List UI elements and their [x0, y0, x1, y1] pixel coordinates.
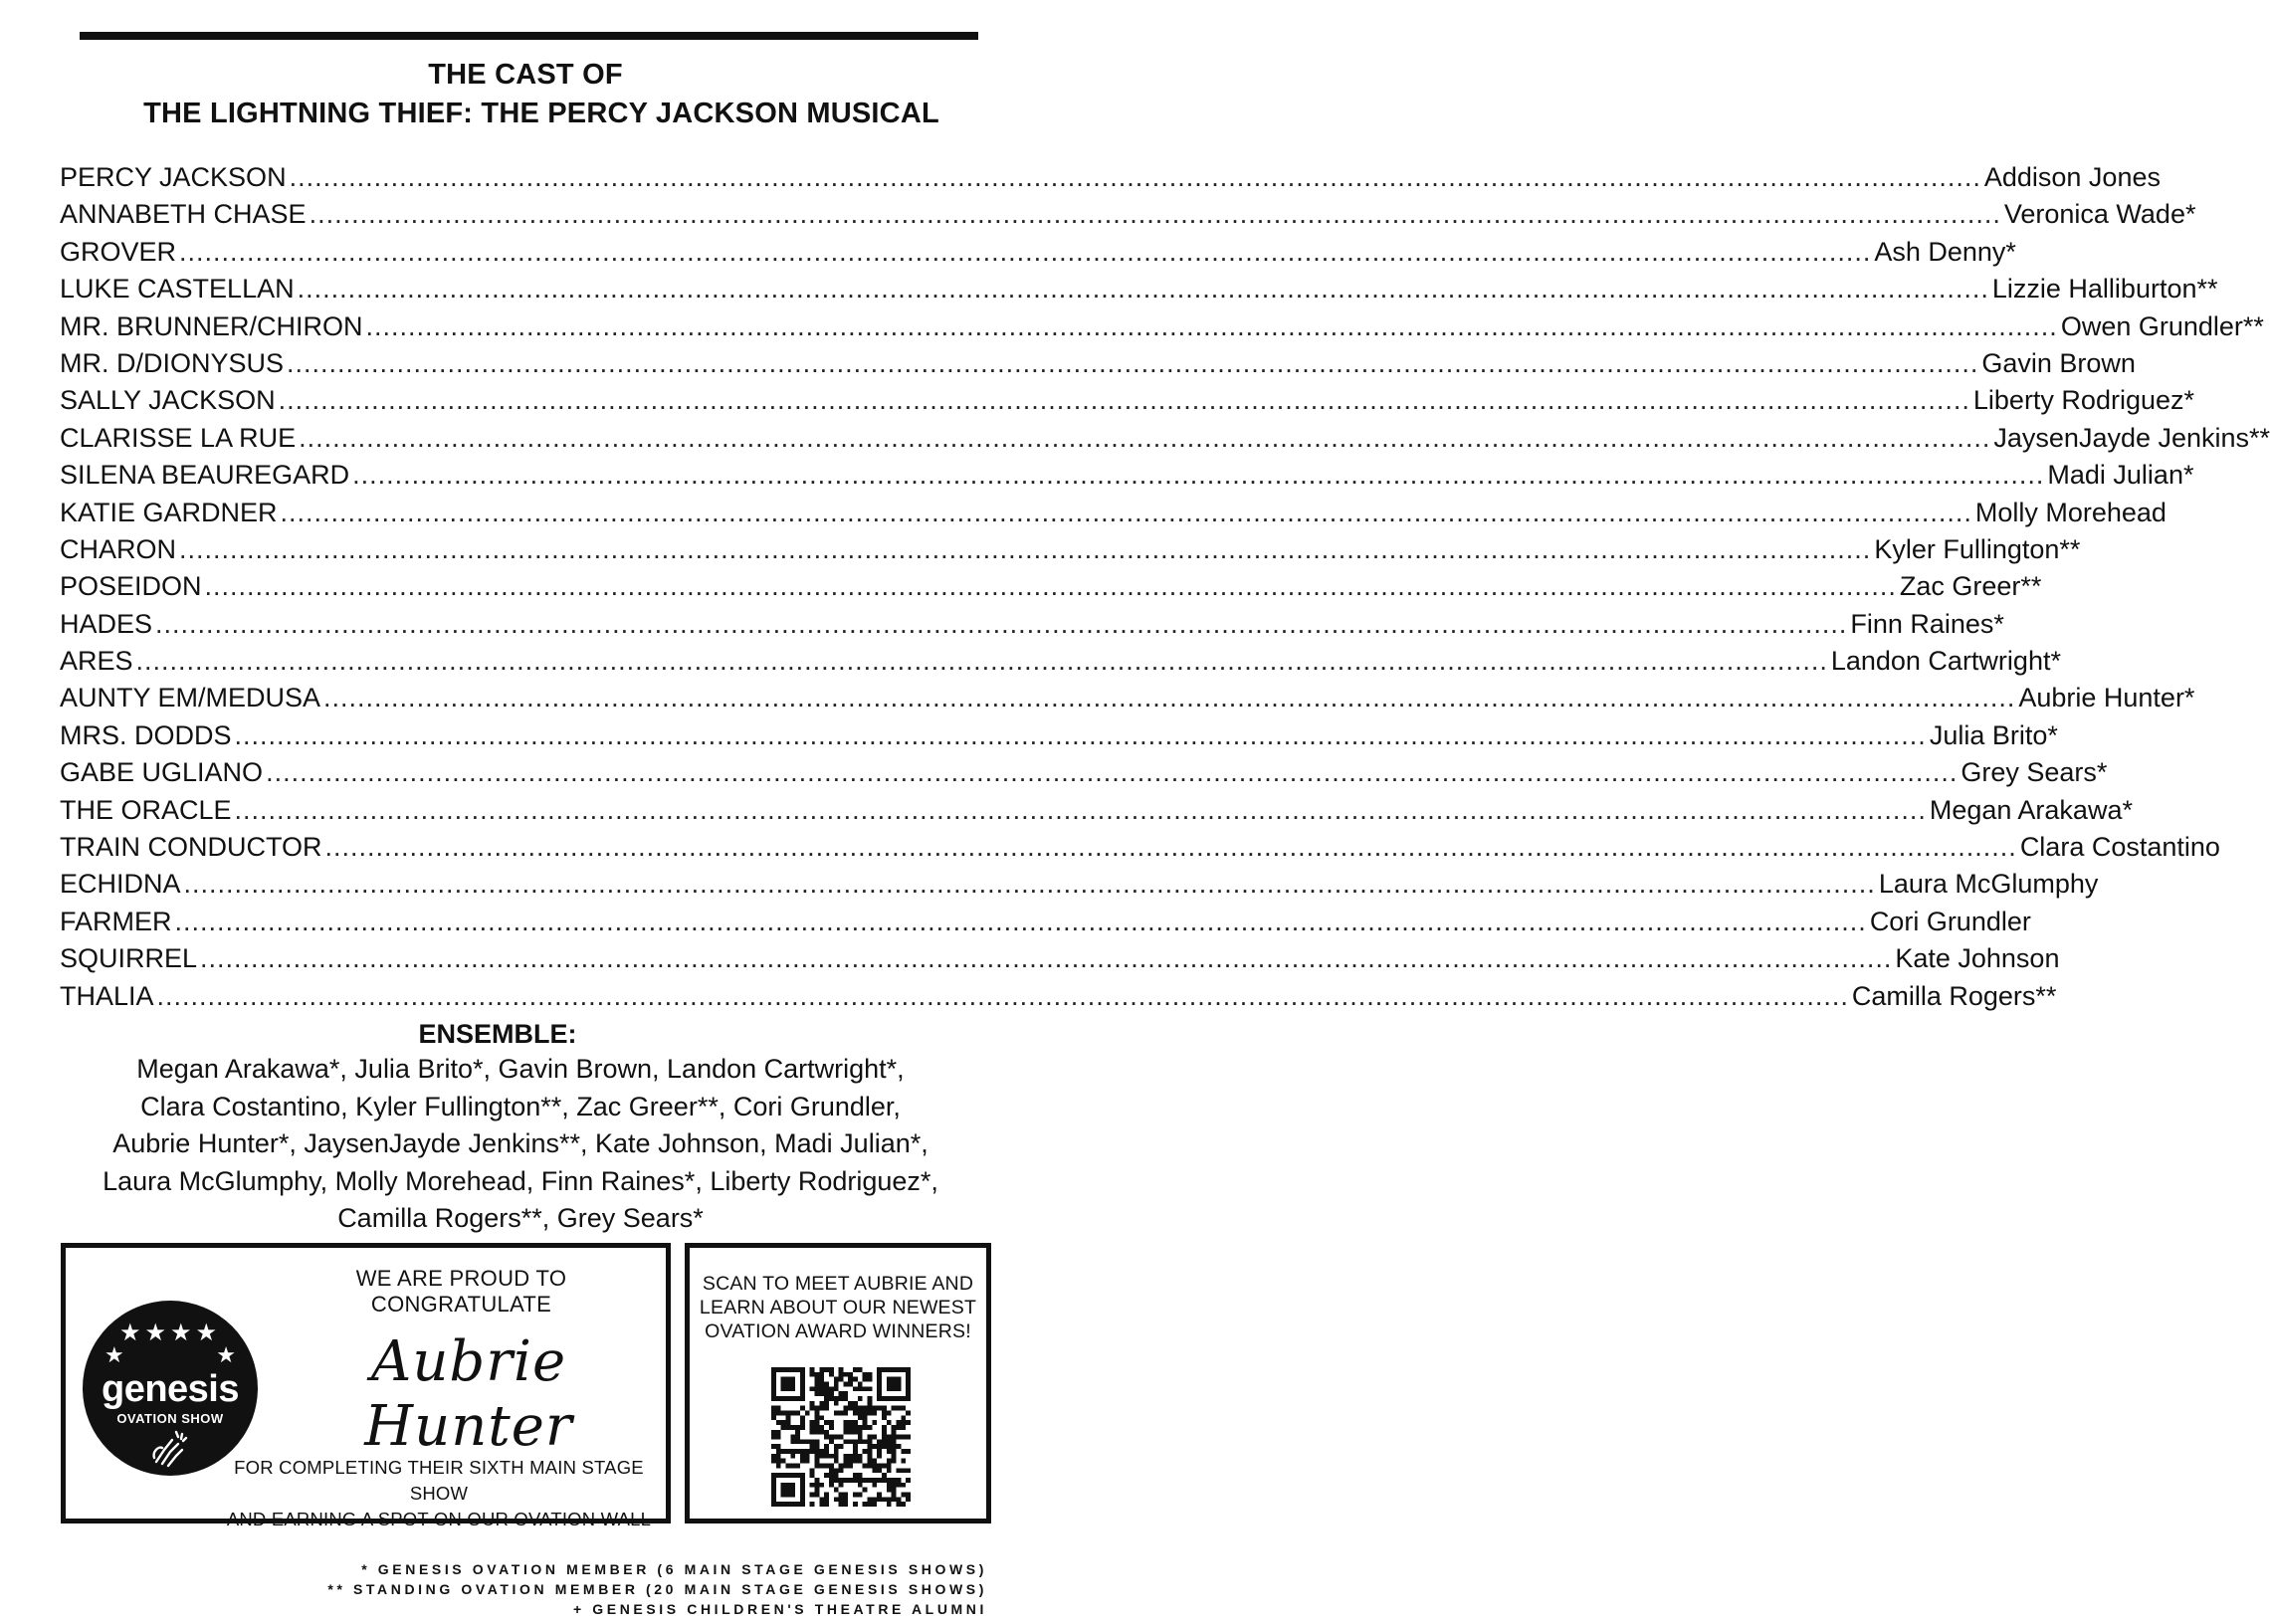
congrats-heading: WE ARE PROUD TO CONGRATULATE — [355, 1266, 567, 1317]
role-name: ARES — [60, 646, 133, 677]
actor-name: Zac Greer** — [1899, 571, 2042, 602]
ensemble-heading — [0, 1017, 1051, 1051]
role-name: AUNTY EM/MEDUSA — [60, 683, 321, 713]
star-icon: ★★★★ — [118, 1320, 222, 1346]
congrats-line-2: AND EARNING A SPOT ON OUR OVATION WALL — [226, 1509, 652, 1529]
actor-name: Madi Julian* — [2047, 460, 2194, 491]
dot-leader: ........................................................................................................................................................................................................ — [174, 906, 1867, 936]
cast-row — [60, 754, 2108, 791]
cast-row — [60, 196, 2196, 233]
page-title — [0, 56, 1051, 133]
dot-leader: ........................................................................................................................................................................................................ — [200, 943, 1893, 974]
role-name: MR. D/DIONYSUS — [60, 347, 285, 378]
cast-row — [60, 457, 2194, 494]
actor-name: Camilla Rogers** — [1851, 980, 2057, 1011]
footnote-ovation: * GENESIS OVATION MEMBER (6 MAIN STAGE GENESIS SHOWS) — [361, 1561, 987, 1577]
signature: Aubrie Hunter — [364, 1329, 573, 1459]
actor-name: Cori Grundler — [1869, 906, 2031, 936]
footnotes — [327, 1559, 987, 1619]
dot-leader: ........................................................................................................................................................................................................ — [234, 794, 1927, 825]
title-line-1: THE CAST OF — [428, 59, 623, 91]
scan-box — [685, 1243, 991, 1523]
scan-line-2: LEARN ABOUT OUR NEWEST — [699, 1297, 977, 1319]
cast-row — [60, 940, 2060, 977]
actor-name: Gavin Brown — [1981, 347, 2136, 378]
dot-leader: ........................................................................................................................................................................................................ — [280, 497, 1972, 527]
actor-name: Clara Costantino — [2019, 832, 2220, 863]
cast-row — [60, 904, 2031, 940]
dot-leader: ........................................................................................................................................................................................................ — [135, 646, 1828, 677]
cast-row — [60, 420, 2270, 457]
scan-text — [690, 1272, 986, 1343]
dot-leader: ........................................................................................................................................................................................................ — [323, 683, 2016, 713]
clapping-hands-icon — [148, 1428, 192, 1468]
cast-row — [60, 606, 2004, 643]
actor-name: Molly Morehead — [1974, 497, 2167, 527]
cast-list — [60, 159, 2270, 1015]
cast-row — [60, 792, 2133, 829]
ensemble-line: Laura McGlumphy, Molly Morehead, Finn Raines*, Liberty Rodriguez*, — [103, 1165, 938, 1196]
dot-leader: ........................................................................................................................................................................................................ — [297, 274, 1989, 304]
dot-leader: ........................................................................................................................................................................................................ — [155, 608, 1848, 639]
cast-row — [60, 866, 2099, 903]
role-name: SALLY JACKSON — [60, 385, 276, 416]
role-name: TRAIN CONDUCTOR — [60, 832, 322, 863]
dot-leader: ........................................................................................................................................................................................................ — [179, 236, 1872, 267]
ensemble-line: Aubrie Hunter*, JaysenJayde Jenkins**, Kate Johnson, Madi Julian*, — [112, 1128, 929, 1158]
actor-name: Landon Cartwright* — [1830, 646, 2061, 677]
actor-name: Addison Jones — [1983, 162, 2161, 192]
cast-row — [60, 978, 2057, 1015]
role-name: ANNABETH CHASE — [60, 199, 307, 230]
dot-leader: ........................................................................................................................................................................................................ — [287, 347, 1979, 378]
actor-name: Kate Johnson — [1895, 943, 2060, 974]
cast-row — [60, 717, 2058, 754]
dot-leader: ........................................................................................................................................................................................................ — [299, 422, 1991, 453]
role-name: ECHIDNA — [60, 869, 181, 900]
actor-name: JaysenJayde Jenkins** — [1993, 422, 2270, 453]
actor-name: Ash Denny* — [1874, 236, 2016, 267]
cast-row — [60, 159, 2161, 196]
role-name: THE ORACLE — [60, 794, 232, 825]
congratulations-box — [61, 1243, 671, 1529]
logo-name: genesis — [101, 1368, 240, 1410]
dot-leader: ........................................................................................................................................................................................................ — [289, 162, 1981, 192]
role-name: FARMER — [60, 906, 172, 936]
genesis-logo: ★★★★ ★ ★ genesis OVATION SHOW — [83, 1301, 258, 1476]
scan-line-3: OVATION AWARD WINNERS! — [705, 1320, 971, 1342]
ensemble-list — [60, 1051, 981, 1238]
role-name: MRS. DODDS — [60, 719, 232, 750]
role-name: GROVER — [60, 236, 177, 267]
ensemble-heading-text: ENSEMBLE: — [418, 1019, 577, 1049]
ensemble-line: Megan Arakawa*, Julia Brito*, Gavin Brown, Landon Cartwright*, — [136, 1054, 905, 1084]
cast-row — [60, 271, 2218, 307]
actor-name: Lizzie Halliburton** — [1991, 274, 2218, 304]
ensemble-line: Clara Costantino, Kyler Fullington**, Zac Greer**, Cori Grundler, — [140, 1091, 901, 1121]
dot-leader: ........................................................................................................................................................................................................ — [309, 199, 2001, 230]
role-name: SQUIRREL — [60, 943, 198, 974]
ensemble-line: Camilla Rogers**, Grey Sears* — [337, 1203, 704, 1233]
dot-leader: ........................................................................................................................................................................................................ — [365, 310, 2058, 341]
scan-line-1: SCAN TO MEET AUBRIE AND — [702, 1273, 974, 1295]
actor-name: Finn Raines* — [1850, 608, 2004, 639]
dot-leader: ........................................................................................................................................................................................................ — [352, 460, 2045, 491]
top-rule — [80, 32, 978, 40]
congrats-footer — [205, 1455, 673, 1532]
dot-leader: ........................................................................................................................................................................................................ — [278, 385, 1970, 416]
cast-row — [60, 495, 2167, 531]
cast-row — [60, 308, 2264, 345]
cast-row — [60, 643, 2061, 680]
role-name: SILENA BEAUREGARD — [60, 460, 350, 491]
actor-name: Grey Sears* — [1960, 757, 2108, 788]
cast-row — [60, 680, 2195, 716]
logo-subtitle: OVATION SHOW — [116, 1411, 224, 1426]
cast-row — [60, 531, 2081, 568]
dot-leader: ........................................................................................................................................................................................................ — [183, 869, 1876, 900]
actor-name: Julia Brito* — [1929, 719, 2058, 750]
dot-leader: ........................................................................................................................................................................................................ — [204, 571, 1897, 602]
actor-name: Megan Arakawa* — [1929, 794, 2133, 825]
dot-leader: ........................................................................................................................................................................................................ — [179, 533, 1872, 564]
actor-name: Laura McGlumphy — [1878, 869, 2099, 900]
cast-row — [60, 234, 2016, 271]
actor-name: Kyler Fullington** — [1874, 533, 2081, 564]
cast-row — [60, 382, 2195, 419]
actor-name: Veronica Wade* — [2003, 199, 2196, 230]
role-name: CLARISSE LA RUE — [60, 422, 297, 453]
actor-name: Aubrie Hunter* — [2018, 683, 2195, 713]
role-name: KATIE GARDNER — [60, 497, 278, 527]
role-name: HADES — [60, 608, 153, 639]
dot-leader: ........................................................................................................................................................................................................ — [234, 719, 1927, 750]
dot-leader: ........................................................................................................................................................................................................ — [156, 980, 1849, 1011]
dot-leader: ........................................................................................................................................................................................................ — [324, 832, 2017, 863]
footnote-alumni: + GENESIS CHILDREN'S THEATRE ALUMNI — [573, 1601, 987, 1617]
role-name: POSEIDON — [60, 571, 202, 602]
actor-name: Owen Grundler** — [2060, 310, 2264, 341]
congrats-line-1: FOR COMPLETING THEIR SIXTH MAIN STAGE SHOW — [234, 1457, 644, 1504]
role-name: MR. BRUNNER/CHIRON — [60, 310, 363, 341]
role-name: GABE UGLIANO — [60, 757, 264, 788]
role-name: LUKE CASTELLAN — [60, 274, 295, 304]
cast-row — [60, 829, 2220, 866]
cast-row — [60, 568, 2042, 605]
qr-code-icon[interactable] — [771, 1367, 911, 1507]
role-name: CHARON — [60, 533, 177, 564]
cast-row — [60, 345, 2136, 382]
actor-name: Liberty Rodriguez* — [1972, 385, 2195, 416]
role-name: THALIA — [60, 980, 154, 1011]
footnote-standing-ovation: ** STANDING OVATION MEMBER (20 MAIN STAGE GENESIS SHOWS) — [327, 1581, 987, 1597]
role-name: PERCY JACKSON — [60, 162, 287, 192]
title-line-2: THE LIGHTNING THIEF: THE PERCY JACKSON MUSICAL — [143, 98, 939, 129]
dot-leader: ........................................................................................................................................................................................................ — [266, 757, 1959, 788]
